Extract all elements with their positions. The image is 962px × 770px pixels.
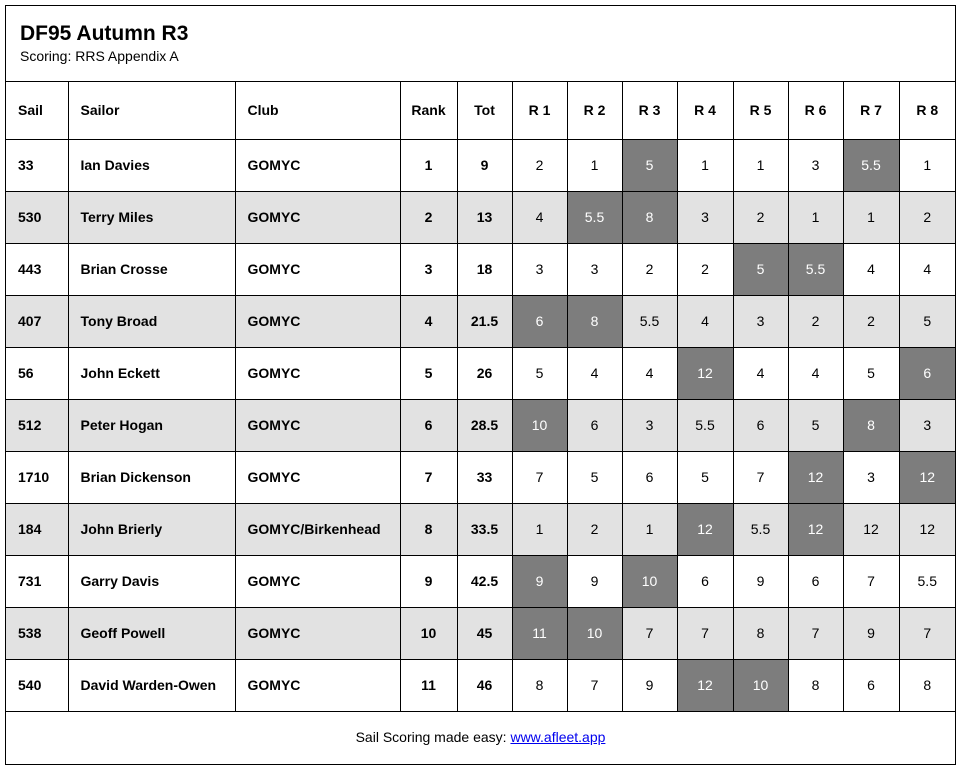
club-name: GOMYC	[235, 555, 400, 607]
race-score-discarded: 12	[677, 503, 733, 555]
race-score: 4	[843, 243, 899, 295]
race-score: 4	[512, 191, 567, 243]
race-score-discarded: 10	[567, 607, 622, 659]
results-sheet	[5, 5, 956, 765]
total-points: 26	[457, 347, 512, 399]
race-score-discarded: 5.5	[788, 243, 843, 295]
sail-number: 33	[6, 139, 68, 191]
sailor-name: Garry Davis	[68, 555, 235, 607]
rank-value: 1	[400, 139, 457, 191]
rank-value: 3	[400, 243, 457, 295]
table-row	[6, 243, 955, 295]
sail-number: 540	[6, 659, 68, 711]
race-score: 6	[788, 555, 843, 607]
col-race-2: R 2	[567, 82, 622, 139]
total-points: 42.5	[457, 555, 512, 607]
table-row	[6, 347, 955, 399]
col-race-7: R 7	[843, 82, 899, 139]
rank-value: 8	[400, 503, 457, 555]
race-score: 2	[622, 243, 677, 295]
race-score-discarded: 8	[567, 295, 622, 347]
table-row	[6, 659, 955, 711]
race-score: 12	[843, 503, 899, 555]
race-score: 2	[788, 295, 843, 347]
sail-number: 407	[6, 295, 68, 347]
race-score: 2	[843, 295, 899, 347]
table-row	[6, 191, 955, 243]
club-name: GOMYC	[235, 451, 400, 503]
rank-value: 11	[400, 659, 457, 711]
club-name: GOMYC	[235, 295, 400, 347]
rank-value: 6	[400, 399, 457, 451]
race-score: 4	[567, 347, 622, 399]
race-score-discarded: 12	[788, 451, 843, 503]
race-score: 9	[567, 555, 622, 607]
rank-value: 2	[400, 191, 457, 243]
table-row	[6, 295, 955, 347]
rank-value: 7	[400, 451, 457, 503]
sailor-name: Tony Broad	[68, 295, 235, 347]
sailor-name: Peter Hogan	[68, 399, 235, 451]
club-name: GOMYC	[235, 659, 400, 711]
total-points: 28.5	[457, 399, 512, 451]
col-race-4: R 4	[677, 82, 733, 139]
total-points: 18	[457, 243, 512, 295]
club-name: GOMYC	[235, 399, 400, 451]
col-total: Tot	[457, 82, 512, 139]
race-score: 5	[512, 347, 567, 399]
sailor-name: Ian Davies	[68, 139, 235, 191]
race-score: 3	[733, 295, 788, 347]
total-points: 33.5	[457, 503, 512, 555]
col-rank: Rank	[400, 82, 457, 139]
race-score-discarded: 5.5	[843, 139, 899, 191]
col-race-3: R 3	[622, 82, 677, 139]
sailor-name: John Brierly	[68, 503, 235, 555]
race-score: 1	[788, 191, 843, 243]
total-points: 33	[457, 451, 512, 503]
race-score: 12	[899, 503, 955, 555]
col-club: Club	[235, 82, 400, 139]
total-points: 21.5	[457, 295, 512, 347]
race-score-discarded: 12	[899, 451, 955, 503]
race-score: 7	[622, 607, 677, 659]
race-score: 1	[843, 191, 899, 243]
sailor-name: Brian Crosse	[68, 243, 235, 295]
race-score: 6	[733, 399, 788, 451]
race-score: 5.5	[899, 555, 955, 607]
race-score-discarded: 9	[512, 555, 567, 607]
rank-value: 4	[400, 295, 457, 347]
sail-number: 512	[6, 399, 68, 451]
race-score: 6	[843, 659, 899, 711]
col-race-5: R 5	[733, 82, 788, 139]
race-score: 3	[899, 399, 955, 451]
results-header	[6, 6, 955, 82]
race-score: 5.5	[622, 295, 677, 347]
race-score: 7	[567, 659, 622, 711]
page-title: DF95 Autumn R3	[20, 22, 189, 45]
race-score: 6	[622, 451, 677, 503]
footer	[6, 712, 955, 763]
race-score: 9	[622, 659, 677, 711]
race-score-discarded: 6	[512, 295, 567, 347]
race-score: 8	[512, 659, 567, 711]
race-score: 5	[843, 347, 899, 399]
race-score-discarded: 8	[843, 399, 899, 451]
race-score-discarded: 8	[622, 191, 677, 243]
race-score: 7	[512, 451, 567, 503]
race-score: 3	[788, 139, 843, 191]
sailor-name: Geoff Powell	[68, 607, 235, 659]
table-row	[6, 555, 955, 607]
race-score: 6	[567, 399, 622, 451]
club-name: GOMYC	[235, 243, 400, 295]
col-sailor: Sailor	[68, 82, 235, 139]
table-row	[6, 451, 955, 503]
club-name: GOMYC	[235, 191, 400, 243]
race-score-discarded: 12	[788, 503, 843, 555]
race-score: 1	[622, 503, 677, 555]
rank-value: 5	[400, 347, 457, 399]
rank-value: 10	[400, 607, 457, 659]
race-score: 1	[733, 139, 788, 191]
race-score: 5	[899, 295, 955, 347]
results-body	[6, 139, 955, 711]
race-score: 1	[677, 139, 733, 191]
col-sail: Sail	[6, 82, 68, 139]
club-name: GOMYC	[235, 347, 400, 399]
race-score: 2	[567, 503, 622, 555]
race-score-discarded: 5.5	[567, 191, 622, 243]
race-score: 2	[677, 243, 733, 295]
race-score: 7	[677, 607, 733, 659]
sail-number: 56	[6, 347, 68, 399]
sail-number: 538	[6, 607, 68, 659]
race-score: 5	[677, 451, 733, 503]
race-score-discarded: 10	[733, 659, 788, 711]
sail-number: 731	[6, 555, 68, 607]
race-score-discarded: 10	[512, 399, 567, 451]
race-score: 8	[899, 659, 955, 711]
total-points: 46	[457, 659, 512, 711]
race-score: 4	[899, 243, 955, 295]
race-score: 8	[733, 607, 788, 659]
rank-value: 9	[400, 555, 457, 607]
sail-number: 1710	[6, 451, 68, 503]
club-name: GOMYC	[235, 139, 400, 191]
race-score: 3	[843, 451, 899, 503]
race-score-discarded: 11	[512, 607, 567, 659]
race-score-discarded: 12	[677, 659, 733, 711]
race-score: 5.5	[733, 503, 788, 555]
sailor-name: Brian Dickenson	[68, 451, 235, 503]
race-score: 4	[677, 295, 733, 347]
race-score: 1	[512, 503, 567, 555]
sailor-name: John Eckett	[68, 347, 235, 399]
race-score: 4	[622, 347, 677, 399]
club-name: GOMYC/Birkenhead	[235, 503, 400, 555]
race-score: 5	[567, 451, 622, 503]
col-race-8: R 8	[899, 82, 955, 139]
race-score: 5.5	[677, 399, 733, 451]
race-score: 1	[899, 139, 955, 191]
race-score: 7	[788, 607, 843, 659]
results-table	[6, 82, 955, 712]
race-score: 3	[677, 191, 733, 243]
race-score-discarded: 5	[622, 139, 677, 191]
race-score: 3	[512, 243, 567, 295]
race-score: 7	[899, 607, 955, 659]
afleet-link[interactable]: www.afleet.app	[510, 728, 606, 745]
sailor-name: David Warden-Owen	[68, 659, 235, 711]
total-points: 13	[457, 191, 512, 243]
footer-text: Sail Scoring made easy:	[355, 728, 511, 745]
race-score: 1	[567, 139, 622, 191]
club-name: GOMYC	[235, 607, 400, 659]
race-score: 3	[622, 399, 677, 451]
race-score: 4	[733, 347, 788, 399]
race-score-discarded: 5	[733, 243, 788, 295]
header-row	[6, 82, 955, 139]
sail-number: 530	[6, 191, 68, 243]
race-score-discarded: 6	[899, 347, 955, 399]
table-row	[6, 503, 955, 555]
table-row	[6, 139, 955, 191]
race-score: 7	[843, 555, 899, 607]
table-row	[6, 607, 955, 659]
sailor-name: Terry Miles	[68, 191, 235, 243]
race-score: 2	[899, 191, 955, 243]
race-score: 2	[733, 191, 788, 243]
table-row	[6, 399, 955, 451]
col-race-1: R 1	[512, 82, 567, 139]
race-score: 5	[788, 399, 843, 451]
race-score: 9	[843, 607, 899, 659]
race-score: 9	[733, 555, 788, 607]
race-score: 7	[733, 451, 788, 503]
total-points: 9	[457, 139, 512, 191]
scoring-system: Scoring: RRS Appendix A	[20, 48, 179, 64]
race-score: 6	[677, 555, 733, 607]
col-race-6: R 6	[788, 82, 843, 139]
race-score: 4	[788, 347, 843, 399]
race-score-discarded: 12	[677, 347, 733, 399]
sail-number: 443	[6, 243, 68, 295]
race-score: 3	[567, 243, 622, 295]
race-score: 2	[512, 139, 567, 191]
race-score: 8	[788, 659, 843, 711]
total-points: 45	[457, 607, 512, 659]
race-score-discarded: 10	[622, 555, 677, 607]
sail-number: 184	[6, 503, 68, 555]
